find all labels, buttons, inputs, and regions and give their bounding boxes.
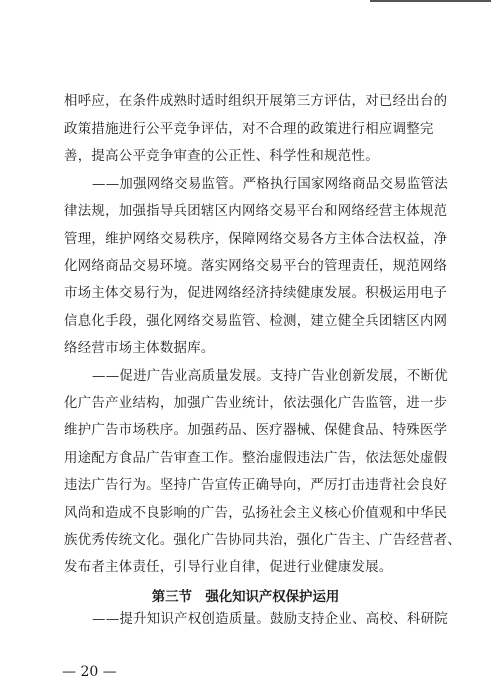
body-text-line: ——促进广告业高质量发展。支持广告业创新发展，不断优 (92, 369, 448, 384)
body-text-line: 发布者主体责任，引导行业自律，促进行业健康发展。 (64, 560, 393, 575)
body-text-line: 违法广告行为。坚持广告宣传正确导向，严厉打击违背社会良好 (64, 478, 448, 493)
body-text-line: 用途配方食品广告审查工作。整治虚假违法广告，依法惩处虚假 (64, 451, 448, 466)
body-text-line: 风尚和造成不良影响的广告，弘扬社会主义核心价值观和中华民 (64, 506, 448, 521)
body-text-line: 善，提高公平竞争审查的公正性、科学性和规范性。 (64, 149, 379, 164)
body-text-line: 市场主体交易行为，促进网络经济持续健康发展。积极运用电子 (64, 286, 448, 301)
body-text-line: 化广告产业结构，加强广告业统计，依法强化广告监管，进一步 (64, 396, 448, 411)
body-text-line: 政策措施进行公平竞争评估，对不合理的政策进行相应调整完 (64, 122, 434, 137)
body-text-line: ——提升知识产权创造质量。鼓励支持企业、高校、科研院 (92, 612, 448, 627)
body-text-line: 维护广告市场秩序。加强药品、医疗器械、保健食品、特殊医学 (64, 423, 448, 438)
section-heading: 第三节 强化知识产权保护运用 (151, 590, 340, 605)
body-text-line: 化网络商品交易环境。落实网络交易平台的管理责任，规范网络 (64, 259, 448, 274)
body-text-line: 相呼应，在条件成熟时适时组织开展第三方评估，对已经出台的 (64, 94, 448, 109)
body-text-line: ——加强网络交易监管。严格执行国家网络商品交易监管法 (92, 177, 448, 192)
body-text-line: 络经营市场主体数据库。 (64, 341, 215, 356)
body-text-line: 管理，维护网络交易秩序，保障网络交易各方主体合法权益，净 (64, 232, 448, 247)
body-text-line: 律法规，加强指导兵团辖区内网络交易平台和网络经营主体规范 (64, 204, 448, 219)
body-text-line: 族优秀传统文化。强化广告协同共治，强化广告主、广告经营者、 (64, 533, 462, 548)
page-number: — 20 — (62, 664, 117, 680)
top-edge-rule (370, 0, 491, 2)
body-text-line: 信息化手段，强化网络交易监管、检测，建立健全兵团辖区内网 (64, 314, 448, 329)
